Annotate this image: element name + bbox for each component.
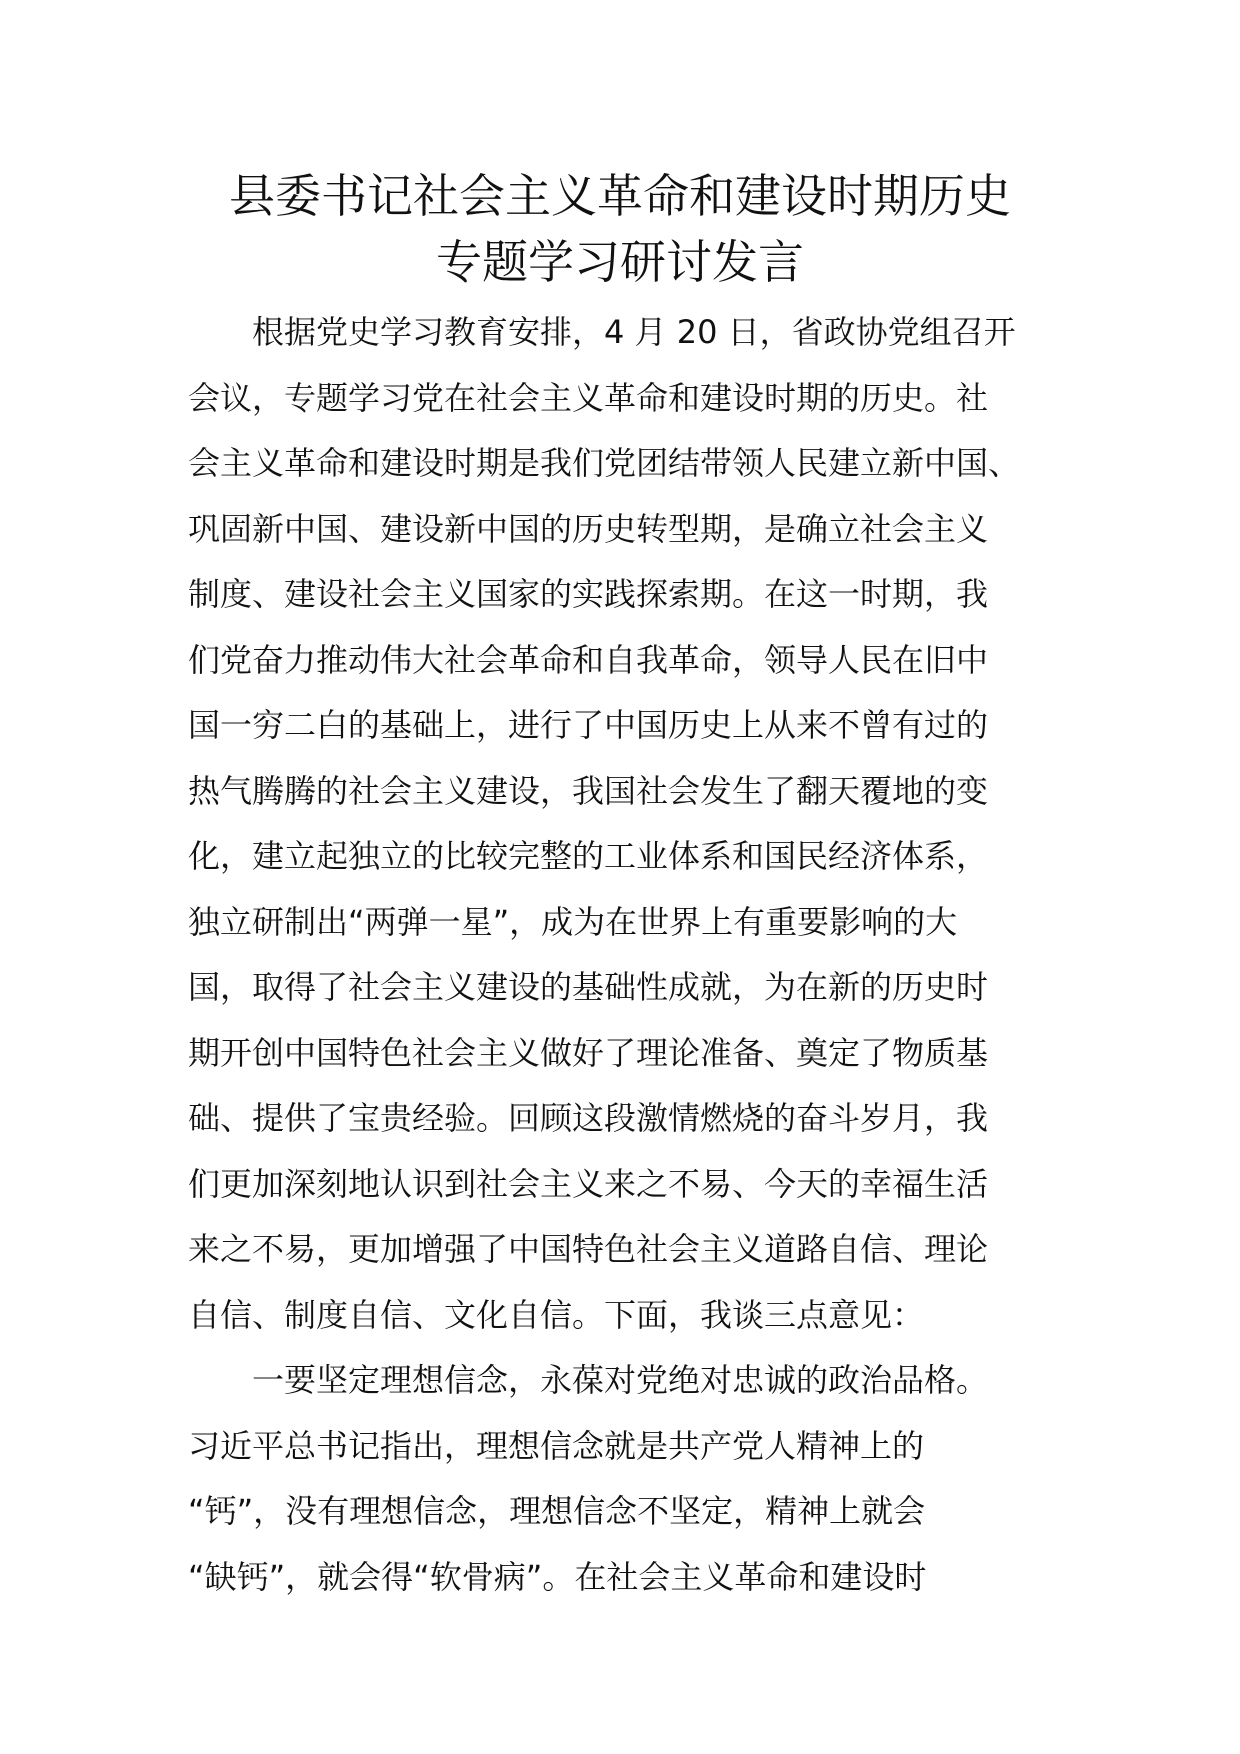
body-line: 根据党史学习教育安排，4 月 20 日，省政协党组召开 bbox=[188, 313, 1016, 351]
body-line: 们更加深刻地认识到社会主义来之不易、今天的幸福生活 bbox=[188, 1164, 989, 1203]
body-line: “缺钙”，就会得“软骨病”。在社会主义革命和建设时 bbox=[188, 1557, 927, 1596]
body-line: 们党奋力推动伟大社会革命和自我革命，领导人民在旧中 bbox=[188, 640, 989, 679]
body-line: 一要坚定理想信念，永葆对党绝对忠诚的政治品格。 bbox=[188, 1361, 989, 1399]
body-line: 会主义革命和建设时期是我们党团结带领人民建立新中国、 bbox=[188, 444, 1021, 482]
body-line: 国一穷二白的基础上，进行了中国历史上从来不曾有过的 bbox=[188, 706, 989, 744]
body-line: 期开创中国特色社会主义做好了理论准备、奠定了物质基 bbox=[188, 1033, 989, 1072]
document-title-line-1: 县委书记社会主义革命和建设时期历史 bbox=[229, 169, 1011, 223]
body-line: 制度、建设社会主义国家的实践探索期。在这一时期，我 bbox=[188, 575, 989, 613]
body-line: 自信、制度自信、文化自信。下面，我谈三点意见： bbox=[188, 1295, 925, 1334]
document-title-line-2: 专题学习研讨发言 bbox=[436, 235, 804, 289]
body-line: 础、提供了宝贵经验。回顾这段激情燃烧的奋斗岁月，我 bbox=[188, 1099, 989, 1137]
body-line: 化，建立起独立的比较完整的工业体系和国民经济体系， bbox=[188, 837, 989, 875]
body-line: 会议，专题学习党在社会主义革命和建设时期的历史。社 bbox=[188, 378, 989, 417]
body-line: “钙”，没有理想信念，理想信念不坚定，精神上就会 bbox=[188, 1492, 926, 1530]
body-line: 巩固新中国、建设新中国的历史转型期，是确立社会主义 bbox=[188, 509, 989, 548]
body-line: 独立研制出“两弹一星”，成为在世界上有重要影响的大 bbox=[188, 902, 958, 941]
body-line: 来之不易，更加增强了中国特色社会主义道路自信、理论 bbox=[188, 1230, 989, 1268]
body-line: 习近平总书记指出，理想信念就是共产党人精神上的 bbox=[188, 1426, 925, 1465]
body-line: 热气腾腾的社会主义建设，我国社会发生了翻天覆地的变 bbox=[188, 771, 989, 810]
body-line: 国，取得了社会主义建设的基础性成就，为在新的历史时 bbox=[188, 968, 989, 1006]
document-body bbox=[188, 300, 1068, 1610]
